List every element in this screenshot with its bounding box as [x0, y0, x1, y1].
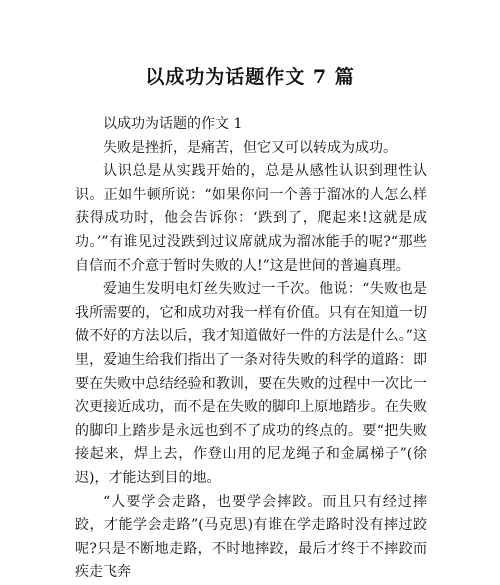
- paragraph: 认识总是从实践开始的，总是从感性认识到理性认识。正如牛顿所说：“如果你问一个善于溜冰的人怎么样获得成功时，他会告诉你：‘跌到了，爬起来!这就是成功。’”有谁见过没跌到过议席就成为溜冰能手的呢?“那些自信而不介意于暂时失败的人!”这是世间的普遍真理。: [75, 163, 427, 274]
- article-body: [75, 113, 427, 585]
- page-title: 以成功为话题作文 7 篇: [145, 66, 355, 88]
- paragraph: 爱迪生发明电灯丝失败过一千次。他说：“失败也是我所需要的，它和成功对我一样有价值。只有在知道一切做不好的方法以后，我才知道做好一件的方法是什么。”这里，爱迪生给我们指出了一条对待失败的科学的道路：即要在失败中总结经验和教训，要在失败的过程中一次比一次更接近成功，而不是在失败的脚印上原地踏步。在失败的脚印上踏步是永远也到不了成功的终点的。要“把失败接起来，焊上去，作登山用的尼龙绳子和金属梯子”(徐迟)，才能达到目的地。: [75, 281, 427, 486]
- article-subheading: 以成功为话题的作文 1: [103, 116, 243, 132]
- paragraph: 失败是挫折，是痛苦，但它又可以转成为成功。: [103, 139, 397, 156]
- paragraph: “人要学会走路，也要学会摔跤。而且只有经过摔跤，才能学会走路”(马克思)有谁在学走路时没有摔过跤呢?只是不断地走路，不时地摔跤，最后才终于不摔跤而疾走飞奔: [75, 493, 427, 581]
